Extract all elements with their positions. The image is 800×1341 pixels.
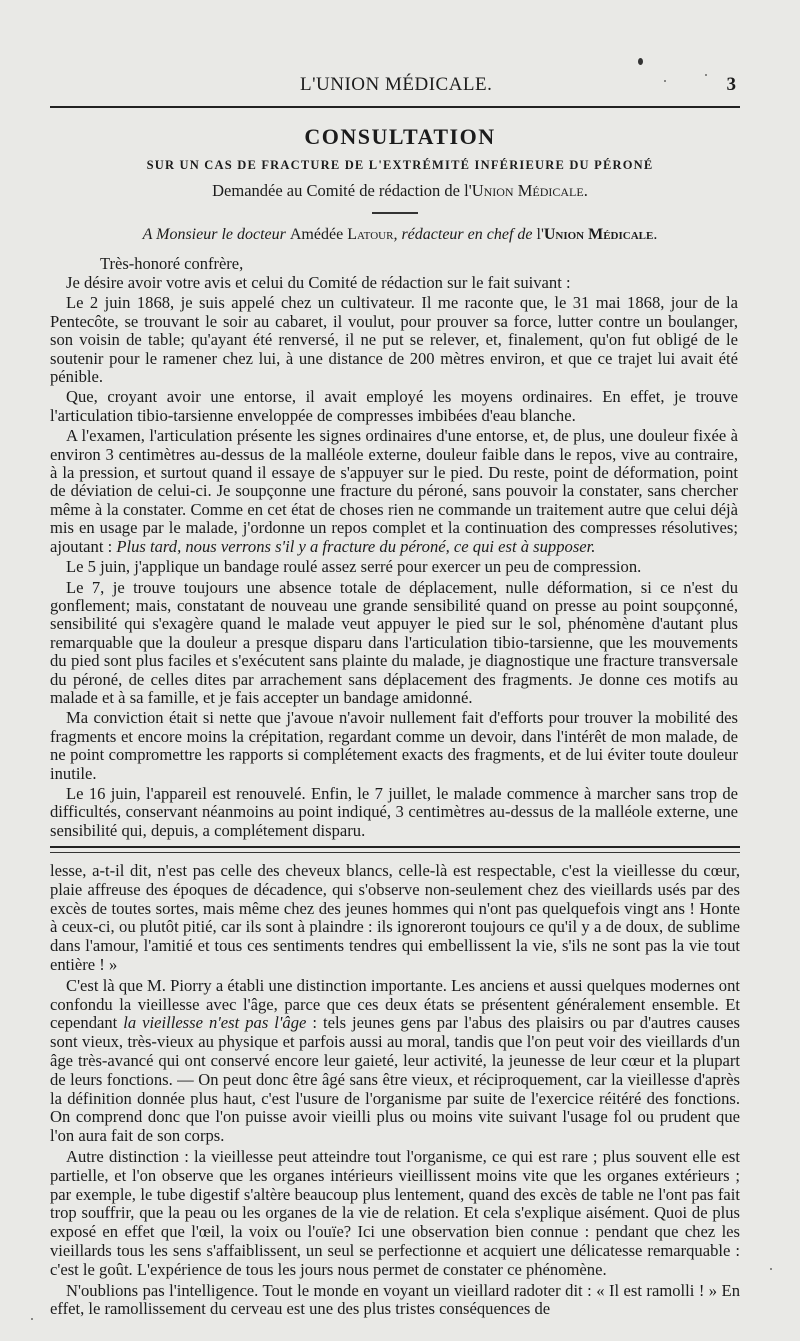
- feuilleton-italic: la vieillesse n'est pas l'âge: [123, 1013, 307, 1033]
- salutation: Très-honoré confrère,: [100, 254, 244, 273]
- feuilleton-paragraph: N'oublions pas l'intelligence. Tout le monde en voyant un vieillard radoter dit : « Il est ramolli ! » En effet, le ramollissement du cerveau est une des plus tristes conséquences de: [50, 1280, 740, 1319]
- journal-name: Union Médicale: [471, 181, 584, 200]
- ink-speck: [31, 1318, 33, 1320]
- paragraph: Le 2 juin 1868, je suis appelé chez un cultivateur. Il me raconte que, le 31 mai 1868, jour de la Pentecôte, se trouvant le soir au cabaret, il voulut, pour prouver sa force, lutter contre un boulanger, son voisin de table; qu'ayant été renversé, il ne put se relever, et, finalement, qu'on fut obligé de le soutenir pour le ramener chez lui, à une distance de 200 mètres environ, et que ce trajet lui avait été pénible.: [50, 293, 738, 387]
- page-number: 3: [726, 74, 736, 95]
- ink-dot: [638, 58, 643, 65]
- requested-by-suffix: .: [583, 181, 588, 200]
- article-requested-by: [0, 181, 800, 201]
- article-body: [50, 274, 738, 842]
- article-title: CONSULTATION: [304, 124, 496, 149]
- header-rule: [50, 106, 740, 108]
- feuilleton-body: [50, 862, 740, 1321]
- feuilleton-paragraph: [50, 977, 740, 1146]
- addressee-surname: Latour: [347, 226, 394, 243]
- addressee-prefix: A Monsieur le docteur: [142, 226, 290, 243]
- paragraph-text: A l'examen, l'articulation présente les signes ordinaires d'une entorse, et, de plus, une douleur fixée à environ 3 centimètres au-dessus de la malléole externe, douleur faible dans le repos, vive au contraire, à la pression, et surtout quand il essaye de s'appuyer sur le pied. Du reste, point de déformation, point de déviation de celui-ci. Je soupçonne une fracture du péroné, sans pouvoir la constater, sans chercher même à la constater. Comme en cet état de choses rien ne commande un traitement autre que celui déjà mis en usage par le malade, j'ordonne un repos complet et la continuation des compresses résolutives; ajoutant :: [50, 426, 738, 556]
- feuilleton-text: : tels jeunes gens par l'abus des plaisirs ou par d'autres causes sont vieux, très-vieux au physique et parfois aussi au moral, tandis que l'on peut voir des vieillards d'un âge très-avancé qui ont conservé encore leur gaieté, leur activité, la jeunesse de leur cœur et la plupart de leurs fonctions. — On peut donc être âgé sans être vieux, et réciproquement, car la vieillesse d'après la définition donnée plus haut, c'est l'usure de l'organisme par suite de l'exercice réitéré des fonctions. On comprend donc que l'on puisse avoir vieilli plus ou moins vite suivant l'usage fol ou prudent que l'on aura fait de son corps.: [50, 1013, 740, 1146]
- addressee-role: , rédacteur en chef de: [393, 226, 537, 243]
- addressee-line: [0, 226, 800, 244]
- feuilleton-paragraph: Autre distinction : la vieillesse peut atteindre tout l'organisme, ce qui est rare ; plus souvent elle est partielle, et l'on observe que les organes intérieurs vieillissent moins vite que les organes extérieurs ; par exemple, le tube digestif s'altère beaucoup plus lentement, quand des excès de table ne l'ont pas fait trop souffrir, que la peau ou les organes de la vie de relation. Et cela s'explique aisément. Quoi de plus exposé en effet que l'œil, la voix ou l'ouïe? Ici une observation bien connue : pendant que chez les vieillards tous les sens s'affaiblissent, un seul se perfectionne et acquiert une délicatesse remarquable : c'est le goût. L'expérience de tous les jours nous permet de constater ce phénomène.: [50, 1146, 740, 1279]
- addressee-journal: Union Médicale: [543, 226, 654, 243]
- addressee-end: .: [653, 226, 658, 243]
- paragraph: Le 5 juin, j'applique un bandage roulé assez serré pour exercer un peu de compression.: [66, 557, 642, 577]
- paragraph: [50, 427, 738, 556]
- feuilleton-paragraph: lesse, a-t-il dit, n'est pas celle des cheveux blancs, celle-là est respectable, c'est la vieillesse du cœur, plaie affreuse des époques de décadence, qui s'observe non-seulement chez des vieillards usés par des excès de toutes sortes, mais même chez des jeunes hommes qui n'ont pas quelquefois vingt ans ! Honte à ceux-ci, ou plutôt pitié, car ils sont à plaindre : ils ignoreront toujours ce qu'il y a de doux, de sublime dans l'amour, l'amitié et tous ces sentiments tendres qui embellissent la vie, s'ils ne sont pas la vie tout entière ! »: [50, 861, 740, 974]
- feuilleton-rule-top: [50, 846, 740, 848]
- paragraph: Le 7, je trouve toujours une absence totale de déplacement, nulle déformation, si ce n'est du gonflement; mais, constatant de nouveau une grande sensibilité quand on presse au point soupçonné, sensibilité qui s'exagère quand le malade veut appuyer le pied sur le sol, phénomène d'autant plus remarquable que la douleur a presque disparu dans l'articulation tibio-tarsienne, que les mouvements du pied sont plus faciles et s'exécutent sans plainte du malade, je diagnostique une fracture transversale du péroné, de celles dites par arrachement sans déplacement des fragments. Je donne ces motifs au malade et à sa famille, et je fais accepter un bandage amidonné.: [50, 577, 738, 707]
- addressee-name: Amédée: [289, 226, 348, 243]
- paragraph: Le 16 juin, l'appareil est renouvelé. Enfin, le 7 juillet, le malade commence à marcher sans trop de difficultés, conservant néanmoins au point indiqué, 3 centimètres au-dessus de la malléole externe, une sensibilité qui, depuis, a complétement disparu.: [50, 783, 738, 840]
- feuilleton-text: C'est là que M. Piorry a établi une distinction importante. Les anciens et aussi quelques modernes ont confondu la vieillesse avec l'âge, parce que ces deux états se présentent généralement ensemble. Et cependant: [50, 975, 740, 1033]
- ink-speck: [770, 1268, 772, 1270]
- paragraph: Que, croyant avoir une entorse, il avait employé les moyens ordinaires. En effet, je trouve l'articulation tibio-tarsienne enveloppée de compresses imbibées d'eau blanche.: [50, 387, 738, 425]
- running-title: L'UNION MÉDICALE.: [300, 74, 493, 95]
- paragraph: Ma conviction était si nette que j'avoue n'avoir nullement fait d'efforts pour trouver la mobilité des fragments et encore moins la crépitation, regardant comme un devoir, dans l'intérêt de mon malade, de ne point compromettre les rapports si complétement exacts des fragments, et de lui éviter toute douleur inutile.: [50, 708, 738, 783]
- paragraph-italic: Plus tard, nous verrons s'il y a fracture du péroné, ce qui est à supposer.: [116, 536, 596, 556]
- running-header: [50, 72, 740, 100]
- title-divider: [372, 212, 418, 214]
- article-subtitle: SUR UN CAS DE FRACTURE DE L'EXTRÉMITÉ INFÉRIEURE DU PÉRONÉ: [146, 158, 654, 172]
- paragraph: Je désire avoir votre avis et celui du Comité de rédaction sur le fait suivant :: [66, 273, 571, 292]
- requested-by-prefix: Demandée au Comité de rédaction de l': [212, 181, 472, 200]
- addressee-journal-prefix: l': [536, 226, 544, 243]
- feuilleton-rule-bottom: [50, 852, 740, 853]
